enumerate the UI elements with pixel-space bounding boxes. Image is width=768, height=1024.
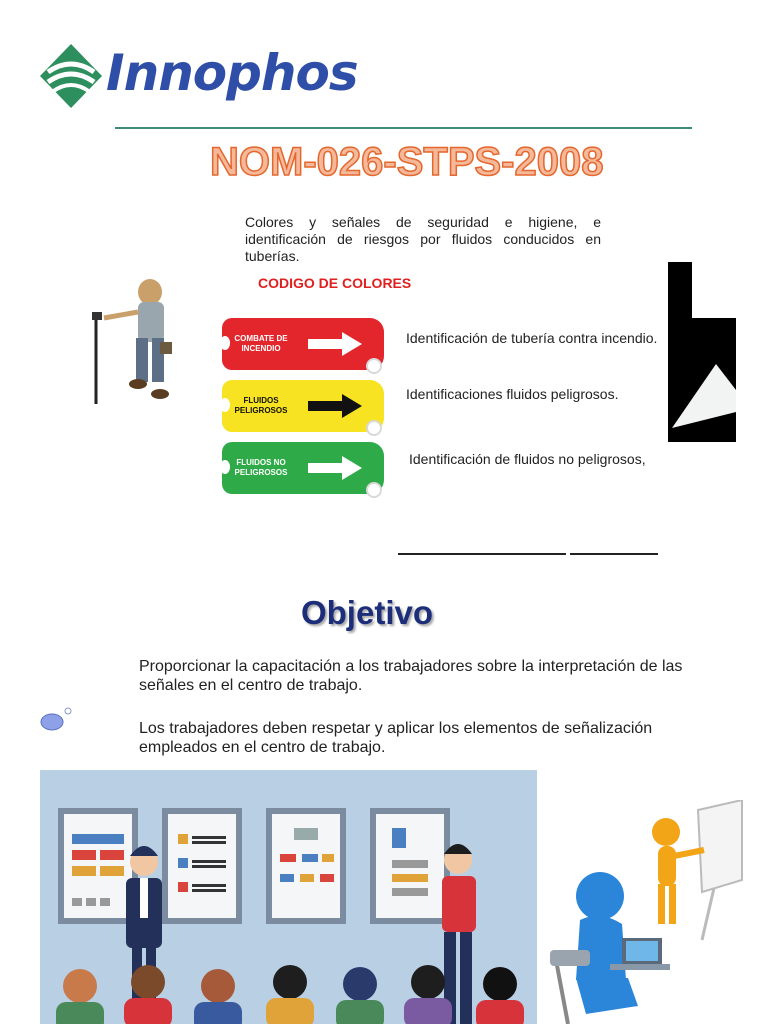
bubble-icon	[40, 706, 74, 732]
divider-line	[570, 553, 658, 555]
innophos-logo	[38, 40, 358, 114]
band-description-hazardous: Identificaciones fluidos peligrosos.	[406, 386, 619, 402]
arrow-right-icon	[308, 332, 362, 356]
decorative-black-shape	[668, 262, 738, 444]
objective-paragraph-2: Los trabajadores deben respetar y aplicar los elementos de señalización empleados en el centro de trabajo.	[139, 720, 653, 756]
arrow-right-icon	[308, 394, 362, 418]
band-fire-fighting	[222, 318, 384, 370]
color-code-heading: CODIGO DE COLORES	[258, 275, 412, 291]
page-title: NOM-026-STPS-2008	[210, 140, 604, 184]
band-non-hazardous-fluids	[222, 442, 384, 494]
innophos-diamond-logo-icon	[38, 42, 104, 110]
objective-paragraph-1: Proporcionar la capacitación a los trabajadores sobre la interpretación de las señales en el centro de trabajo.	[139, 658, 683, 694]
band-label: COMBATE DE INCENDIO	[234, 334, 288, 353]
band-label: FLUIDOS NO PELIGROSOS	[234, 458, 288, 477]
worker-figure-icon	[90, 276, 186, 408]
band-description-fire: Identificación de tubería contra incendio.	[406, 330, 658, 346]
training-presentation-illustration	[40, 770, 537, 1024]
objective-heading: Objetivo	[300, 594, 434, 631]
header-divider	[115, 127, 692, 129]
arrow-right-icon	[308, 456, 362, 480]
brand-name: Innophos	[106, 44, 358, 102]
divider-line	[398, 553, 566, 555]
band-description-non-hazardous: Identificación de fluidos no peligrosos,	[409, 451, 646, 467]
band-label: FLUIDOS PELIGROSOS	[234, 396, 288, 415]
band-hazardous-fluids	[222, 380, 384, 432]
norm-description: Colores y señales de seguridad e higiene, e identificación de riesgos por fluidos conducidos en tuberías.	[245, 214, 601, 264]
presenter-and-laptop-user-illustration	[546, 800, 746, 1024]
